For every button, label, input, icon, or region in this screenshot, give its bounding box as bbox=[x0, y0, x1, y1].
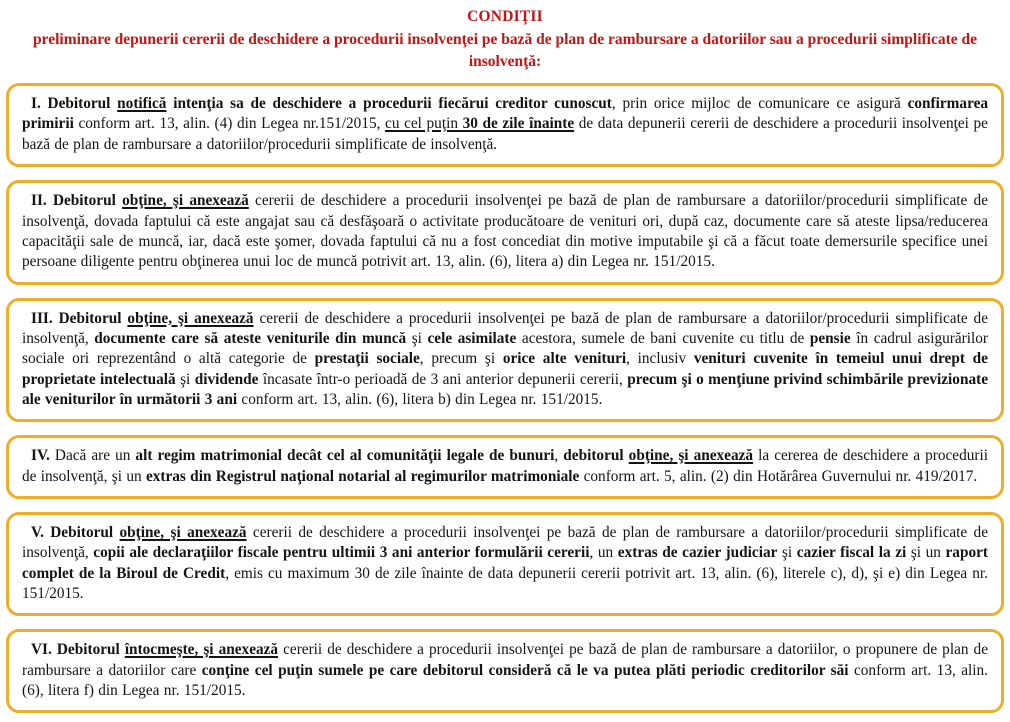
text-run: obţine, şi anexează bbox=[119, 523, 247, 541]
text-run: conţine cel puţin sumele pe care debitorul consideră că le va putea plăti periodic creditorilor săi bbox=[201, 661, 849, 679]
text-run: IV. bbox=[31, 447, 50, 465]
text-run: conform art. 13, alin. (4) din Legea nr.151/2015, bbox=[73, 115, 386, 133]
text-run: precum şi o menţiune privind schimbările previzionate ale veniturilor în următorii 3 ani bbox=[22, 370, 988, 408]
text-run: VI. Debitorul bbox=[31, 641, 125, 659]
text-run: încasate într-o perioadă de 3 ani anterior depunerii cererii, bbox=[258, 370, 628, 388]
text-run: , un bbox=[589, 544, 618, 562]
text-run: debitorul bbox=[563, 447, 629, 465]
text-run: de data depunerii cererii de deschidere a procedurii insolvenţei pe bază de plan de rambursare a datoriilor/procedurii simplificate de insolvenţă. bbox=[22, 115, 988, 153]
text-run: cele asimilate bbox=[427, 329, 517, 347]
condition-box-IV bbox=[6, 435, 1004, 499]
text-run: obţine, şi anexează bbox=[122, 192, 249, 210]
text-run: V. Debitorul bbox=[31, 523, 120, 541]
text-run: , inclusiv bbox=[626, 350, 694, 368]
text-run: alt regim matrimonial decât cel al comunităţii legale de bunuri bbox=[135, 447, 555, 465]
text-run: cererii de deschidere a procedurii insolvenţei pe bază de plan de rambursare a datoriilor/procedurii simplificate de insolvenţă, dovada faptului că este angajat sau că desfăşoară o activitate producătoare de venituri ori, după caz, documente care să ateste lipsa/reducerea capacităţii sale de muncă, iar, dacă este şomer, dovada faptului că nu a fost concediat din motive imputabile şi că a făcut toate demersurile specifice unei persoane diligente pentru obţinerea unui loc de muncă potrivit art. 13, alin. (6), litera a) din Legea nr. 151/2015. bbox=[22, 192, 988, 271]
text-run: în cadrul asigurărilor sociale ori reprezentând o altă categorie de bbox=[22, 329, 988, 368]
text-run: cazier fiscal la zi bbox=[796, 544, 907, 562]
condition-box-V bbox=[6, 512, 1004, 616]
text-run: conform art. 13, alin. (6), litera b) din Legea nr. 151/2015. bbox=[237, 390, 603, 408]
text-run: prestaţii sociale bbox=[314, 350, 420, 368]
condition-paragraph-III bbox=[22, 309, 988, 411]
text-run: întocmeşte, şi anexează bbox=[124, 641, 279, 659]
text-run: , bbox=[554, 447, 564, 465]
text-run: şi un bbox=[906, 544, 946, 562]
text-run: dividende bbox=[194, 370, 259, 388]
text-run: cererii de deschidere a procedurii insolvenţei pe bază de plan de rambursare a datoriilor/procedurii simplificate de insolvenţă, bbox=[22, 523, 988, 562]
text-run: conform art. 5, alin. (2) din Hotărârea Guvernului nr. 419/2017. bbox=[579, 467, 978, 485]
text-run: Dacă are un bbox=[49, 447, 136, 465]
text-run: intenţia sa de deschidere a procedurii fiecărui creditor cunoscut bbox=[166, 95, 612, 113]
text-run: obţine, şi anexează bbox=[127, 309, 254, 327]
condition-paragraph-II bbox=[22, 191, 988, 272]
text-run: I. Debitorul bbox=[31, 95, 118, 113]
condition-box-III bbox=[6, 298, 1004, 423]
page-subtitle: preliminare depunerii cererii de deschidere a procedurii insolvenţei pe bază de plan de rambursare a datoriilor sau a procedurii simplificate de insolvenţă: bbox=[32, 31, 978, 71]
text-run: venituri cuvenite în temeiul unui drept de proprietate intelectuală bbox=[22, 350, 988, 388]
text-run: cererii de deschidere a procedurii insolvenţei pe bază de plan de rambursare a datoriilor, o propunere de plan de rambursare a datoriilor care bbox=[22, 641, 988, 679]
condition-paragraph-IV bbox=[22, 446, 988, 487]
text-run: şi bbox=[175, 370, 195, 388]
text-run: la cererea de deschidere a procedurii de insolvenţă, şi un bbox=[22, 447, 988, 485]
text-run: , precum şi bbox=[419, 350, 503, 368]
text-run: cererii de deschidere a procedurii insolvenţei pe bază de plan de rambursare a datoriilor/procedurii simplificate de insolvenţă, bbox=[22, 309, 988, 347]
condition-paragraph-V bbox=[22, 523, 988, 604]
text-run: III. Debitorul bbox=[31, 309, 128, 327]
document-header bbox=[6, 7, 1004, 73]
text-run: pensie bbox=[809, 329, 851, 347]
text-run: şi bbox=[777, 544, 797, 562]
text-run: obţine, şi anexează bbox=[628, 447, 754, 465]
text-run: documente care să ateste veniturile din muncă bbox=[94, 329, 407, 347]
condition-paragraph-VI bbox=[22, 640, 988, 701]
text-run: cu cel puţin bbox=[385, 115, 463, 133]
text-run: orice alte venituri bbox=[502, 350, 627, 368]
text-run: notifică bbox=[117, 95, 167, 113]
condition-box-II bbox=[6, 180, 1004, 284]
text-run: raport complet de la Biroul de Credit bbox=[22, 544, 988, 582]
text-run: acestora, sumele de bani cuvenite cu titlu de bbox=[516, 329, 810, 347]
text-run: conform art. 13, alin. (6), litera f) din Legea nr. 151/2015. bbox=[22, 661, 988, 700]
page-title: CONDIŢII bbox=[467, 8, 543, 25]
text-run: şi bbox=[406, 329, 428, 347]
text-run: II. Debitorul bbox=[31, 192, 123, 210]
condition-box-VI bbox=[6, 629, 1004, 713]
conditions-list bbox=[6, 83, 1004, 713]
text-run: 30 de zile înainte bbox=[462, 115, 575, 133]
text-run: extras din Registrul naţional notarial al regimurilor matrimoniale bbox=[145, 467, 580, 485]
text-run: , emis cu maximum 30 de zile înainte de data depunerii cererii potrivit art. 13, alin. (6), literele c), d), şi e) din Legea nr. 151/2015. bbox=[22, 564, 988, 602]
condition-box-I bbox=[6, 83, 1004, 167]
text-run: extras de cazier judiciar bbox=[617, 544, 778, 562]
condition-paragraph-I bbox=[22, 94, 988, 155]
text-run: confirmarea primirii bbox=[22, 95, 989, 133]
text-run: , prin orice mijloc de comunicare ce asigură bbox=[611, 95, 908, 113]
text-run: copii ale declaraţiilor fiscale pentru ultimii 3 ani anterior formulării cererii bbox=[93, 544, 590, 562]
